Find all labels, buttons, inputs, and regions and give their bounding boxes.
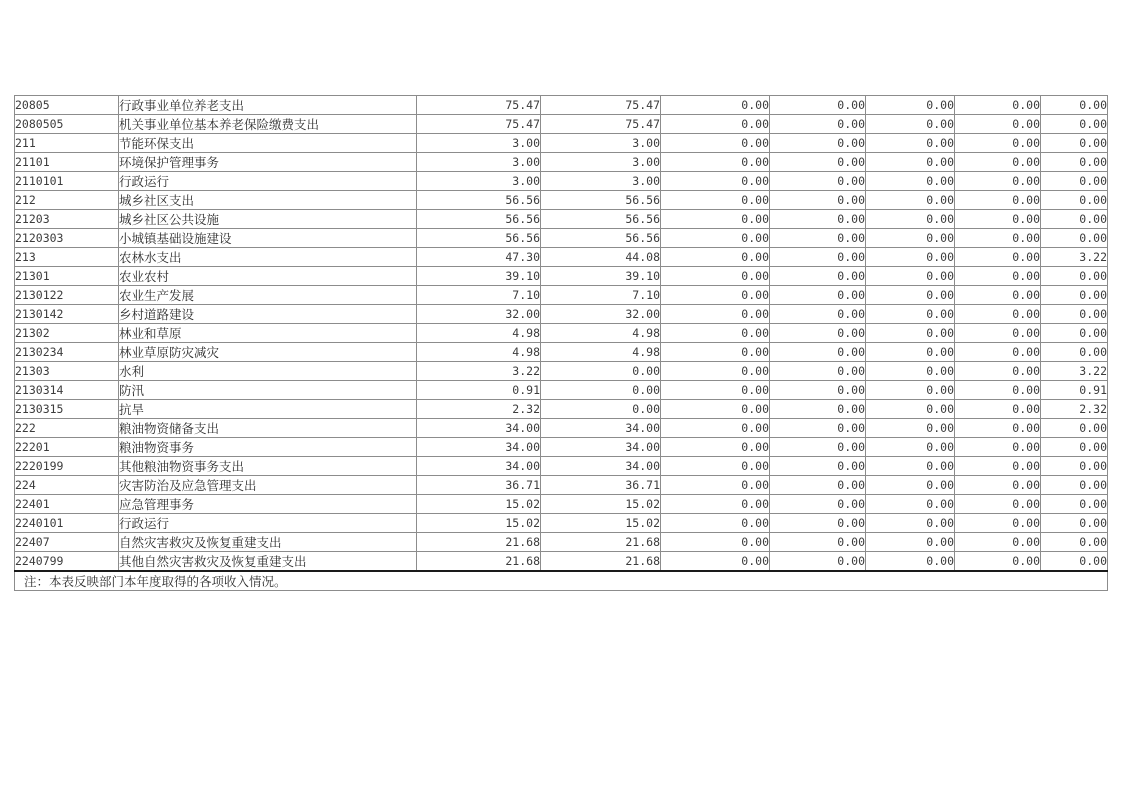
- value-cell: 0.00: [1041, 495, 1108, 514]
- value-cell: 0.00: [1041, 438, 1108, 457]
- table-row: [15, 381, 1108, 400]
- value-cell: 0.00: [1041, 457, 1108, 476]
- table-row: [15, 210, 1108, 229]
- value-cell: 0.00: [955, 514, 1041, 533]
- code-cell: 22401: [15, 495, 119, 514]
- code-cell: 2130314: [15, 381, 119, 400]
- value-cell: 0.00: [866, 248, 955, 267]
- table-row: [15, 343, 1108, 362]
- value-cell: 0.00: [955, 172, 1041, 191]
- value-cell: 21.68: [541, 552, 661, 572]
- value-cell: 0.00: [955, 362, 1041, 381]
- code-cell: 21301: [15, 267, 119, 286]
- value-cell: 0.00: [866, 286, 955, 305]
- value-cell: 15.02: [417, 514, 541, 533]
- name-cell: 防汛: [119, 381, 417, 400]
- value-cell: 0.00: [955, 286, 1041, 305]
- value-cell: 0.00: [770, 362, 866, 381]
- value-cell: 0.00: [1041, 267, 1108, 286]
- value-cell: 0.00: [770, 514, 866, 533]
- value-cell: 0.00: [770, 305, 866, 324]
- value-cell: 0.00: [955, 96, 1041, 115]
- value-cell: 0.00: [661, 153, 770, 172]
- value-cell: 56.56: [541, 210, 661, 229]
- value-cell: 75.47: [417, 115, 541, 134]
- value-cell: 0.00: [661, 229, 770, 248]
- name-cell: 城乡社区公共设施: [119, 210, 417, 229]
- value-cell: 0.00: [770, 381, 866, 400]
- value-cell: 0.00: [1041, 305, 1108, 324]
- value-cell: 0.00: [955, 115, 1041, 134]
- value-cell: 0.00: [955, 267, 1041, 286]
- value-cell: 56.56: [417, 229, 541, 248]
- value-cell: 0.00: [770, 248, 866, 267]
- code-cell: 213: [15, 248, 119, 267]
- table-row: [15, 514, 1108, 533]
- value-cell: 39.10: [417, 267, 541, 286]
- code-cell: 21303: [15, 362, 119, 381]
- value-cell: 0.00: [770, 438, 866, 457]
- value-cell: 0.00: [955, 419, 1041, 438]
- table-row: [15, 419, 1108, 438]
- value-cell: 2.32: [1041, 400, 1108, 419]
- value-cell: 56.56: [417, 191, 541, 210]
- value-cell: 0.00: [770, 191, 866, 210]
- code-cell: 21203: [15, 210, 119, 229]
- code-cell: 2110101: [15, 172, 119, 191]
- value-cell: 0.00: [1041, 476, 1108, 495]
- name-cell: 机关事业单位基本养老保险缴费支出: [119, 115, 417, 134]
- value-cell: 0.00: [866, 476, 955, 495]
- code-cell: 222: [15, 419, 119, 438]
- value-cell: 0.00: [661, 286, 770, 305]
- budget-table: [14, 95, 1108, 591]
- value-cell: 0.00: [770, 457, 866, 476]
- table-row: [15, 324, 1108, 343]
- value-cell: 0.00: [770, 115, 866, 134]
- value-cell: 0.00: [955, 400, 1041, 419]
- value-cell: 0.00: [866, 229, 955, 248]
- value-cell: 0.00: [661, 457, 770, 476]
- value-cell: 3.00: [417, 153, 541, 172]
- code-cell: 20805: [15, 96, 119, 115]
- value-cell: 0.00: [661, 210, 770, 229]
- name-cell: 行政事业单位养老支出: [119, 96, 417, 115]
- table-row: [15, 305, 1108, 324]
- value-cell: 0.00: [1041, 172, 1108, 191]
- value-cell: 21.68: [417, 552, 541, 572]
- value-cell: 34.00: [541, 419, 661, 438]
- value-cell: 0.00: [770, 476, 866, 495]
- value-cell: 21.68: [417, 533, 541, 552]
- value-cell: 0.00: [866, 533, 955, 552]
- value-cell: 0.00: [1041, 343, 1108, 362]
- value-cell: 2.32: [417, 400, 541, 419]
- value-cell: 34.00: [417, 419, 541, 438]
- name-cell: 乡村道路建设: [119, 305, 417, 324]
- value-cell: 0.00: [541, 400, 661, 419]
- value-cell: 0.00: [866, 457, 955, 476]
- table-row: [15, 286, 1108, 305]
- value-cell: 0.00: [955, 381, 1041, 400]
- value-cell: 0.00: [955, 324, 1041, 343]
- value-cell: 56.56: [541, 191, 661, 210]
- name-cell: 小城镇基础设施建设: [119, 229, 417, 248]
- code-cell: 2130234: [15, 343, 119, 362]
- code-cell: 2130122: [15, 286, 119, 305]
- value-cell: 0.00: [955, 552, 1041, 572]
- value-cell: 34.00: [417, 438, 541, 457]
- code-cell: 2080505: [15, 115, 119, 134]
- table-body: [15, 96, 1108, 572]
- value-cell: 0.00: [1041, 153, 1108, 172]
- value-cell: 4.98: [417, 343, 541, 362]
- value-cell: 36.71: [541, 476, 661, 495]
- name-cell: 农业生产发展: [119, 286, 417, 305]
- value-cell: 0.00: [866, 514, 955, 533]
- name-cell: 粮油物资储备支出: [119, 419, 417, 438]
- value-cell: 3.00: [541, 153, 661, 172]
- value-cell: 32.00: [417, 305, 541, 324]
- value-cell: 47.30: [417, 248, 541, 267]
- code-cell: 22201: [15, 438, 119, 457]
- code-cell: 2130315: [15, 400, 119, 419]
- table-row: [15, 248, 1108, 267]
- value-cell: 0.00: [661, 438, 770, 457]
- value-cell: 0.00: [1041, 229, 1108, 248]
- name-cell: 自然灾害救灾及恢复重建支出: [119, 533, 417, 552]
- name-cell: 行政运行: [119, 514, 417, 533]
- table-row: [15, 476, 1108, 495]
- name-cell: 粮油物资事务: [119, 438, 417, 457]
- table-row: [15, 153, 1108, 172]
- value-cell: 0.00: [1041, 552, 1108, 572]
- value-cell: 0.00: [770, 153, 866, 172]
- value-cell: 0.00: [955, 210, 1041, 229]
- name-cell: 节能环保支出: [119, 134, 417, 153]
- code-cell: 21302: [15, 324, 119, 343]
- value-cell: 0.00: [541, 362, 661, 381]
- value-cell: 44.08: [541, 248, 661, 267]
- value-cell: 0.00: [770, 96, 866, 115]
- table-row: [15, 533, 1108, 552]
- value-cell: 15.02: [417, 495, 541, 514]
- table-row: [15, 134, 1108, 153]
- table-row: [15, 267, 1108, 286]
- name-cell: 其他粮油物资事务支出: [119, 457, 417, 476]
- value-cell: 0.00: [955, 457, 1041, 476]
- value-cell: 0.00: [955, 305, 1041, 324]
- value-cell: 0.00: [770, 400, 866, 419]
- value-cell: 56.56: [417, 210, 541, 229]
- name-cell: 灾害防治及应急管理支出: [119, 476, 417, 495]
- table-row: [15, 457, 1108, 476]
- code-cell: 2240799: [15, 552, 119, 572]
- value-cell: 39.10: [541, 267, 661, 286]
- value-cell: 0.00: [661, 248, 770, 267]
- value-cell: 3.22: [1041, 362, 1108, 381]
- value-cell: 0.00: [770, 324, 866, 343]
- table-footer: [15, 571, 1108, 591]
- value-cell: 0.00: [955, 229, 1041, 248]
- name-cell: 农林水支出: [119, 248, 417, 267]
- table-row: [15, 438, 1108, 457]
- value-cell: 0.00: [661, 134, 770, 153]
- value-cell: 0.00: [661, 343, 770, 362]
- table-row: [15, 172, 1108, 191]
- value-cell: 4.98: [541, 324, 661, 343]
- value-cell: 0.00: [541, 381, 661, 400]
- name-cell: 应急管理事务: [119, 495, 417, 514]
- value-cell: 0.00: [770, 267, 866, 286]
- table-row: [15, 229, 1108, 248]
- value-cell: 3.00: [417, 134, 541, 153]
- value-cell: 0.00: [866, 134, 955, 153]
- value-cell: 0.00: [1041, 96, 1108, 115]
- value-cell: 0.00: [1041, 191, 1108, 210]
- value-cell: 0.00: [661, 115, 770, 134]
- value-cell: 0.00: [1041, 210, 1108, 229]
- table-row: [15, 362, 1108, 381]
- value-cell: 7.10: [417, 286, 541, 305]
- table-row: [15, 115, 1108, 134]
- value-cell: 32.00: [541, 305, 661, 324]
- value-cell: 0.00: [955, 476, 1041, 495]
- value-cell: 56.56: [541, 229, 661, 248]
- table-note: 注：本表反映部门本年度取得的各项收入情况。: [15, 571, 1108, 591]
- value-cell: 0.00: [1041, 115, 1108, 134]
- value-cell: 3.00: [541, 172, 661, 191]
- value-cell: 34.00: [541, 457, 661, 476]
- value-cell: 0.00: [866, 153, 955, 172]
- value-cell: 0.00: [770, 172, 866, 191]
- code-cell: 2130142: [15, 305, 119, 324]
- budget-table-container: [14, 95, 1108, 591]
- table-row: [15, 400, 1108, 419]
- code-cell: 211: [15, 134, 119, 153]
- value-cell: 0.00: [661, 514, 770, 533]
- code-cell: 212: [15, 191, 119, 210]
- value-cell: 75.47: [417, 96, 541, 115]
- name-cell: 水利: [119, 362, 417, 381]
- code-cell: 2240101: [15, 514, 119, 533]
- value-cell: 0.00: [770, 286, 866, 305]
- code-cell: 2120303: [15, 229, 119, 248]
- value-cell: 0.00: [866, 191, 955, 210]
- value-cell: 0.00: [866, 324, 955, 343]
- value-cell: 0.00: [1041, 533, 1108, 552]
- value-cell: 75.47: [541, 115, 661, 134]
- value-cell: 0.00: [661, 267, 770, 286]
- value-cell: 34.00: [417, 457, 541, 476]
- value-cell: 0.00: [866, 495, 955, 514]
- value-cell: 0.00: [866, 115, 955, 134]
- value-cell: 0.00: [955, 533, 1041, 552]
- value-cell: 0.00: [770, 229, 866, 248]
- table-row: [15, 191, 1108, 210]
- name-cell: 抗旱: [119, 400, 417, 419]
- name-cell: 林业草原防灾减灾: [119, 343, 417, 362]
- value-cell: 0.00: [661, 495, 770, 514]
- value-cell: 0.00: [866, 419, 955, 438]
- value-cell: 0.00: [661, 533, 770, 552]
- value-cell: 0.00: [661, 400, 770, 419]
- value-cell: 0.00: [661, 324, 770, 343]
- value-cell: 0.00: [866, 210, 955, 229]
- value-cell: 0.00: [955, 248, 1041, 267]
- table-row: [15, 495, 1108, 514]
- value-cell: 15.02: [541, 495, 661, 514]
- value-cell: 0.00: [866, 96, 955, 115]
- value-cell: 0.00: [955, 438, 1041, 457]
- value-cell: 0.00: [661, 381, 770, 400]
- value-cell: 21.68: [541, 533, 661, 552]
- value-cell: 4.98: [417, 324, 541, 343]
- value-cell: 0.00: [955, 343, 1041, 362]
- value-cell: 0.00: [866, 552, 955, 572]
- value-cell: 0.00: [866, 172, 955, 191]
- value-cell: 0.00: [770, 210, 866, 229]
- value-cell: 0.00: [866, 305, 955, 324]
- table-row: [15, 552, 1108, 572]
- value-cell: 7.10: [541, 286, 661, 305]
- value-cell: 0.91: [1041, 381, 1108, 400]
- value-cell: 0.00: [770, 343, 866, 362]
- value-cell: 0.00: [955, 191, 1041, 210]
- note-row: [15, 571, 1108, 591]
- value-cell: 0.00: [955, 495, 1041, 514]
- value-cell: 0.00: [661, 191, 770, 210]
- value-cell: 0.00: [661, 305, 770, 324]
- value-cell: 0.00: [1041, 514, 1108, 533]
- code-cell: 224: [15, 476, 119, 495]
- value-cell: 0.00: [661, 172, 770, 191]
- value-cell: 0.00: [866, 267, 955, 286]
- value-cell: 36.71: [417, 476, 541, 495]
- value-cell: 75.47: [541, 96, 661, 115]
- value-cell: 0.00: [661, 419, 770, 438]
- value-cell: 0.00: [1041, 286, 1108, 305]
- code-cell: 2220199: [15, 457, 119, 476]
- value-cell: 0.00: [770, 134, 866, 153]
- value-cell: 0.00: [661, 476, 770, 495]
- value-cell: 34.00: [541, 438, 661, 457]
- value-cell: 15.02: [541, 514, 661, 533]
- value-cell: 0.00: [866, 381, 955, 400]
- value-cell: 0.00: [1041, 324, 1108, 343]
- name-cell: 环境保护管理事务: [119, 153, 417, 172]
- table-row: [15, 96, 1108, 115]
- code-cell: 21101: [15, 153, 119, 172]
- value-cell: 0.00: [770, 419, 866, 438]
- name-cell: 城乡社区支出: [119, 191, 417, 210]
- value-cell: 0.00: [866, 438, 955, 457]
- value-cell: 0.00: [770, 533, 866, 552]
- value-cell: 3.00: [417, 172, 541, 191]
- value-cell: 3.22: [1041, 248, 1108, 267]
- name-cell: 行政运行: [119, 172, 417, 191]
- value-cell: 3.00: [541, 134, 661, 153]
- name-cell: 其他自然灾害救灾及恢复重建支出: [119, 552, 417, 572]
- value-cell: 0.00: [661, 552, 770, 572]
- value-cell: 0.00: [1041, 419, 1108, 438]
- value-cell: 0.00: [661, 96, 770, 115]
- name-cell: 林业和草原: [119, 324, 417, 343]
- value-cell: 0.00: [770, 552, 866, 572]
- value-cell: 0.00: [661, 362, 770, 381]
- value-cell: 0.00: [955, 134, 1041, 153]
- value-cell: 0.91: [417, 381, 541, 400]
- name-cell: 农业农村: [119, 267, 417, 286]
- value-cell: 3.22: [417, 362, 541, 381]
- value-cell: 0.00: [955, 153, 1041, 172]
- value-cell: 0.00: [1041, 134, 1108, 153]
- value-cell: 4.98: [541, 343, 661, 362]
- value-cell: 0.00: [866, 362, 955, 381]
- value-cell: 0.00: [866, 400, 955, 419]
- value-cell: 0.00: [866, 343, 955, 362]
- code-cell: 22407: [15, 533, 119, 552]
- value-cell: 0.00: [770, 495, 866, 514]
